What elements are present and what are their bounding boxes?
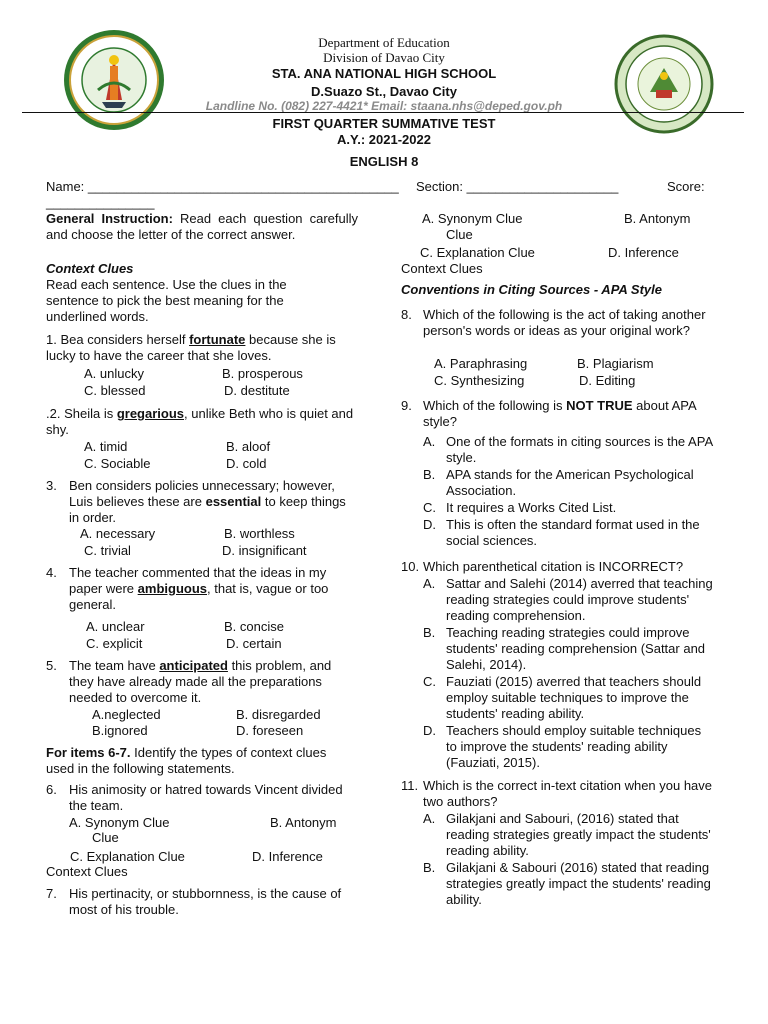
dept-name: Department of Education	[318, 35, 450, 50]
q1-option-b[interactable]: B. prosperous	[222, 366, 303, 381]
q2-option-d[interactable]: D. cold	[226, 456, 267, 471]
q5-option-a[interactable]: A.neglected	[92, 707, 161, 722]
q9-option-letter[interactable]: D.	[423, 517, 436, 532]
q5-target-word: anticipated	[159, 658, 228, 673]
q7-option-c[interactable]: C. Explanation Clue	[420, 245, 535, 260]
q5-option-d[interactable]: D. foreseen	[236, 723, 304, 738]
q9-option-text[interactable]: One of the formats in citing sources is the APA style.	[446, 434, 713, 465]
q11-option-text[interactable]: Gilakjani and Sabouri, (2016) stated that reading strategies greatly impact the students' reading ability.	[446, 811, 711, 858]
contact-line: Landline No. (082) 227-4421* Email: staana.nhs@deped.gov.ph	[205, 99, 563, 113]
q9-emphasis: NOT TRUE	[566, 398, 633, 413]
context-clues-title: Context Clues	[46, 261, 134, 276]
items-6-7-label: For items 6-7.	[46, 745, 131, 760]
question-10: Which parenthetical citation is INCORRECT?	[423, 559, 684, 574]
question-3	[69, 478, 359, 526]
q10-number: 10.	[401, 559, 420, 574]
q9-option-letter[interactable]: C.	[423, 500, 436, 515]
q10-option-text[interactable]: Teaching reading strategies could improve students' reading comprehension (Sattar and Salehi, 2014).	[446, 625, 706, 672]
q7-option-a[interactable]: A. Synonym Clue	[422, 211, 523, 226]
question-9	[423, 398, 713, 430]
q4-text-a: The teacher commented that the ideas in my paper were	[69, 565, 327, 596]
q8-option-b[interactable]: B. Plagiarism	[577, 356, 654, 371]
q10-option-letter[interactable]: B.	[423, 625, 436, 640]
items-6-7-instruction	[46, 745, 358, 777]
q3-number: 3.	[46, 478, 57, 493]
q9-option-text[interactable]: APA stands for the American Psychological Association.	[446, 467, 694, 498]
name-field[interactable]: Name: ___________________________________________	[46, 179, 399, 194]
q7-option-d[interactable]: D. Inference	[608, 245, 679, 260]
q9-option-letter[interactable]: B.	[423, 467, 436, 482]
q9-option-letter[interactable]: A.	[423, 434, 436, 449]
q9-number: 9.	[401, 398, 412, 413]
academic-year: A.Y.: 2021-2022	[337, 132, 431, 147]
q1-target-word: fortunate	[189, 332, 246, 347]
q3-target-word: essential	[205, 494, 262, 509]
school-name: STA. ANA NATIONAL HIGH SCHOOL	[271, 66, 497, 81]
q7-option-b[interactable]: B. Antonym	[624, 211, 691, 226]
q7-option-d-cont: Context Clues	[401, 261, 483, 276]
q6-number: 6.	[46, 782, 57, 797]
question-2	[46, 406, 358, 438]
general-instruction-label: General Instruction:	[46, 211, 173, 226]
q10-option-text[interactable]: Teachers should employ suitable techniques to improve the students' reading ability (Fauziati, 2015).	[446, 723, 702, 770]
q11-number: 11.	[401, 778, 419, 793]
q6-option-d-cont: Context Clues	[46, 864, 128, 879]
q2-option-a[interactable]: A. timid	[84, 439, 128, 454]
question-5	[69, 658, 359, 706]
q3-option-a[interactable]: A. necessary	[80, 526, 156, 541]
score-field[interactable]: _______________	[46, 195, 155, 210]
q6-option-c[interactable]: C. Explanation Clue	[70, 849, 185, 864]
q2-option-b[interactable]: B. aloof	[226, 439, 271, 454]
score-label: Score:	[667, 179, 705, 194]
q4-number: 4.	[46, 565, 57, 580]
q10-option-letter[interactable]: C.	[423, 674, 436, 689]
q4-option-a[interactable]: A. unclear	[86, 619, 145, 634]
q2-text-a: .2. Sheila is	[46, 406, 117, 421]
q9-option-text[interactable]: It requires a Works Cited List.	[446, 500, 617, 515]
q5-option-c[interactable]: B.ignored	[92, 723, 148, 738]
q9-text-b: about APA style?	[423, 398, 696, 429]
q5-option-b[interactable]: B. disregarded	[236, 707, 321, 722]
q6-option-a[interactable]: A. Synonym Clue	[69, 815, 170, 830]
q2-option-c[interactable]: C. Sociable	[84, 456, 151, 471]
q10-option-letter[interactable]: A.	[423, 576, 436, 591]
q10-option-text[interactable]: Sattar and Salehi (2014) averred that teaching reading strategies could improve students' reading comprehension.	[446, 576, 713, 623]
q1-text-b: because she is lucky to have the career that she loves.	[46, 332, 336, 363]
q4-option-b[interactable]: B. concise	[224, 619, 284, 634]
general-instruction	[46, 211, 358, 243]
q11-option-letter[interactable]: A.	[423, 811, 436, 826]
q3-text-b: to keep things in order.	[69, 494, 346, 525]
q6-option-d[interactable]: D. Inference	[252, 849, 323, 864]
school-address: D.Suazo St., Davao City	[311, 84, 457, 99]
q10-option-text[interactable]: Fauziati (2015) averred that teachers should employ suitable techniques to improve the students' reading ability.	[446, 674, 702, 721]
subject-title: ENGLISH 8	[349, 154, 419, 169]
section-field[interactable]: Section: _____________________	[416, 179, 619, 194]
test-title: FIRST QUARTER SUMMATIVE TEST	[272, 116, 496, 131]
q5-text-a: The team have	[69, 658, 160, 673]
q8-number: 8.	[401, 307, 412, 322]
question-1	[46, 332, 358, 364]
q2-text-b: , unlike Beth who is quiet and shy.	[46, 406, 354, 437]
question-8: Which of the following is the act of taking another person's words or ideas as your original work?	[423, 307, 706, 338]
question-7: His pertinacity, or stubbornness, is the cause of most of his trouble.	[69, 886, 342, 917]
q5-number: 5.	[46, 658, 57, 673]
q3-option-b[interactable]: B. worthless	[224, 526, 295, 541]
q3-text-a: Ben considers policies unnecessary; however, Luis believes these are	[69, 478, 335, 509]
q8-option-d[interactable]: D. Editing	[579, 373, 636, 388]
q3-option-c[interactable]: C. trivial	[84, 543, 131, 558]
q8-option-a[interactable]: A. Paraphrasing	[434, 356, 528, 371]
q1-option-c[interactable]: C. blessed	[84, 383, 146, 398]
q7-option-a-cont: Clue	[446, 227, 473, 242]
context-clues-directions: Read each sentence. Use the clues in the sentence to pick the best meaning for the underlined words.	[46, 277, 287, 324]
q10-option-letter[interactable]: D.	[423, 723, 436, 738]
q7-number: 7.	[46, 886, 57, 901]
q6-option-b[interactable]: B. Antonym	[270, 815, 337, 830]
q6-option-a-cont: Clue	[92, 830, 119, 845]
question-11: Which is the correct in-text citation when you have two authors?	[423, 778, 713, 809]
q4-target-word: ambiguous	[137, 581, 207, 596]
q4-option-c[interactable]: C. explicit	[86, 636, 143, 651]
q8-option-c[interactable]: C. Synthesizing	[434, 373, 525, 388]
q5-text-b: this problem, and they have already made all the preparations needed to overcome it.	[69, 658, 332, 705]
q2-target-word: gregarious	[116, 406, 185, 421]
question-6: His animosity or hatred towards Vincent divided the team.	[69, 782, 343, 813]
q4-option-d[interactable]: D. certain	[226, 636, 282, 651]
items-6-7-text: Identify the types of context clues used in the following statements.	[46, 745, 327, 776]
division-name: Division of Davao City	[323, 50, 445, 65]
general-instruction-text: Read each question carefully and choose the letter of the correct answer.	[46, 211, 358, 242]
q11-option-letter[interactable]: B.	[423, 860, 436, 875]
q9-option-text[interactable]: This is often the standard format used in the social sciences.	[446, 517, 700, 548]
question-4	[69, 565, 359, 613]
q4-text-b: , that is, vague or too general.	[69, 581, 329, 612]
header-divider	[22, 112, 744, 113]
q1-text-a: 1. Bea considers herself	[46, 332, 190, 347]
apa-section-title: Conventions in Citing Sources - APA Style	[401, 282, 662, 297]
q1-option-a[interactable]: A. unlucky	[84, 366, 144, 381]
q11-option-text[interactable]: Gilakjani & Sabouri (2016) stated that reading strategies greatly impact the students' reading ability.	[446, 860, 711, 907]
q9-text-a: Which of the following is	[423, 398, 567, 413]
q3-option-d[interactable]: D. insignificant	[222, 543, 307, 558]
q1-option-d[interactable]: D. destitute	[224, 383, 290, 398]
